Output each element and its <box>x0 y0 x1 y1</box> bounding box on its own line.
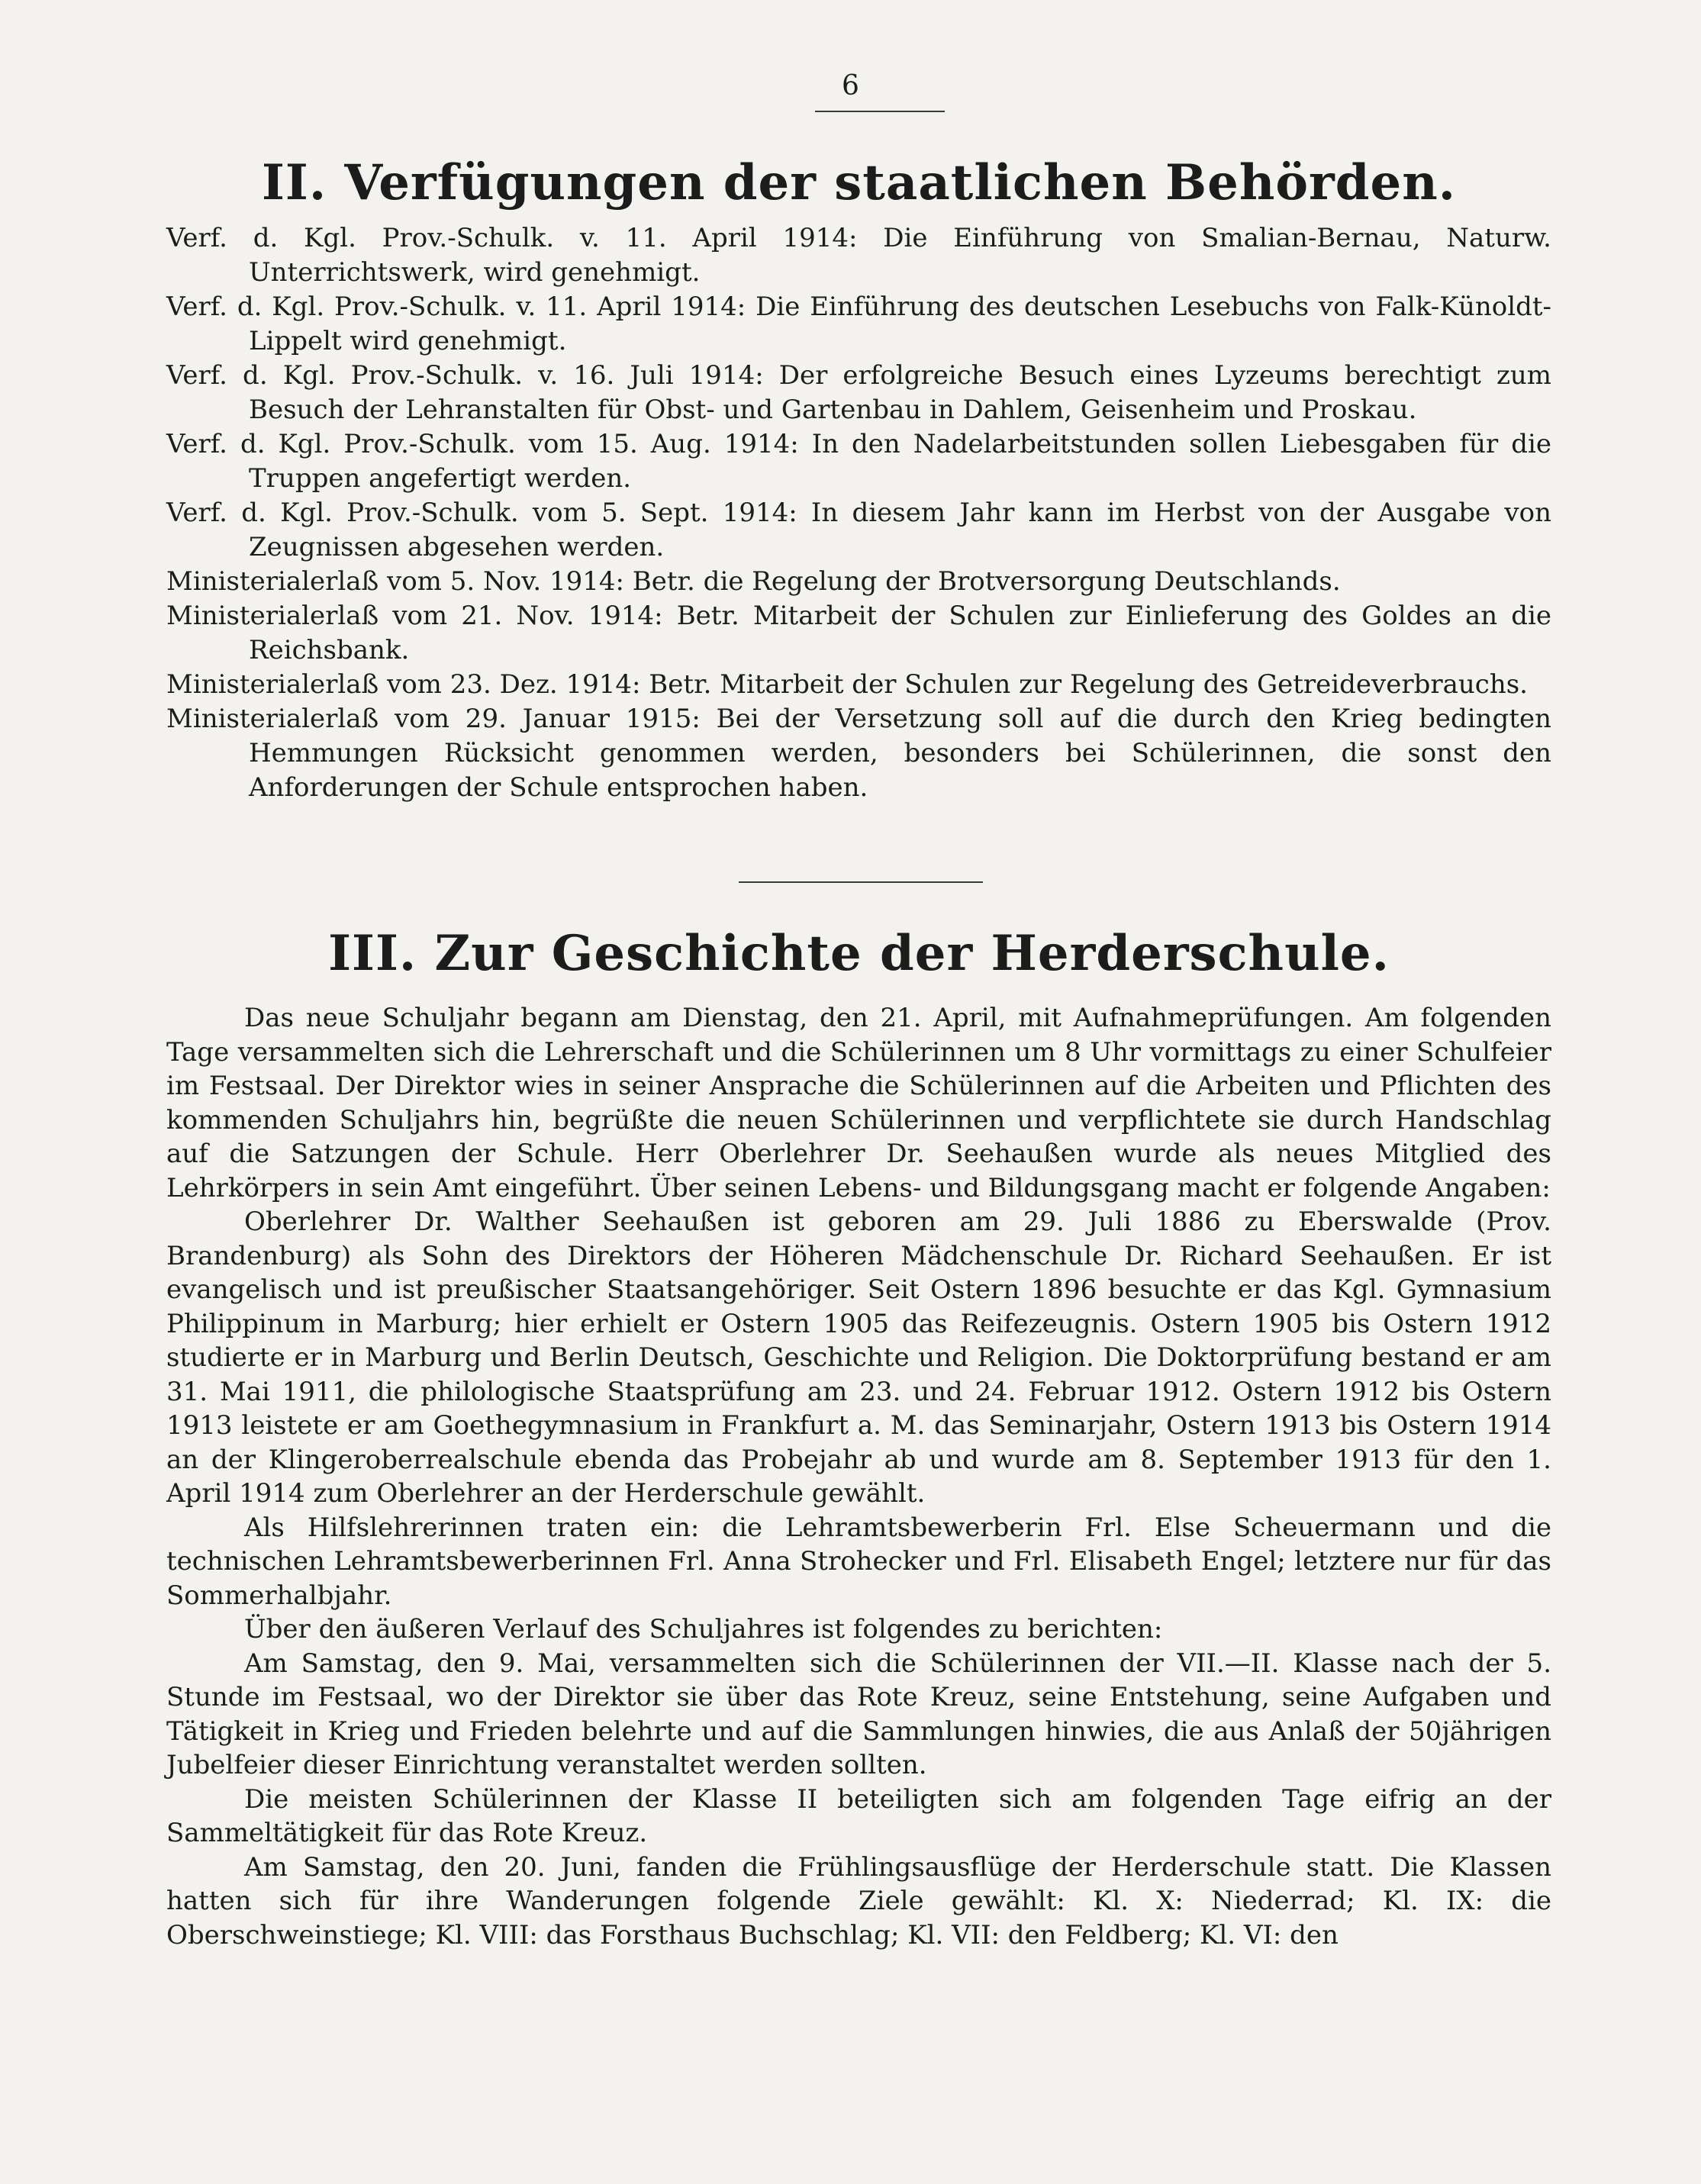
paragraph: Am Samstag, den 9. Mai, versammelten sich die Schülerinnen der VII.—II. Klasse nach der 5. Stunde im Festsaal, wo der Direktor sie über das Rote Kreuz, seine Entstehung, seine Aufgaben und Tätigkeit in Krieg und Frieden belehrte und auf die Sammlungen hinwies, die aus Anlaß der 50jährigen Jubelfeier dieser Einrichtung veranstaltet werden sollten. <box>166 1648 1551 1780</box>
paragraph: Das neue Schuljahr begann am Dienstag, den 21. April, mit Aufnahmeprüfungen. Am folgenden Tage versammelten sich die Lehrerschaft und die Schülerinnen um 8 Uhr vormittags zu einer Schulfeier im Festsaal. Der Direktor wies in seiner Ansprache die Schülerinnen auf die Arbeiten und Pflichten des kommenden Schuljahrs hin, begrüßte die neuen Schülerinnen und verpflichtete sie durch Handschlag auf die Satzungen der Schule. Herr Oberlehrer Dr. Seehaußen wurde als neues Mitglied des Lehrkörpers in sein Amt eingeführt. Über seinen Lebens- und Bildungsgang macht er folgende Angaben: <box>166 1003 1551 1203</box>
paragraph: Die meisten Schülerinnen der Klasse II beteiligten sich am folgenden Tage eifrig an der Sammeltätigkeit für das Rote Kreuz. <box>166 1783 1551 1848</box>
section-divider <box>739 881 983 883</box>
section-2-title: II. Verfügungen der staatlichen Behörden. <box>261 154 1457 211</box>
decree-entry: Verf. d. Kgl. Prov.-Schulk. v. 16. Juli 1914: Der erfolgreiche Besuch eines Lyzeums berechtigt zum Besuch der Lehranstalten für Obst- und Gartenbau in Dahlem, Geisenheim und Proskau. <box>166 360 1551 425</box>
decree-entry: Verf. d. Kgl. Prov.-Schulk. v. 11. April 1914: Die Einführung von Smalian-Bernau, Naturw. Unterrichtswerk, wird genehmigt. <box>166 223 1551 288</box>
decree-entry: Ministerialerlaß vom 23. Dez. 1914: Betr. Mitarbeit der Schulen zur Regelung des Getreideverbrauchs. <box>166 669 1528 700</box>
paragraph: Am Samstag, den 20. Juni, fanden die Frühlingsausflüge der Herderschule statt. Die Klassen hatten sich für ihre Wanderungen folgende Ziele gewählt: Kl. X: Niederrad; Kl. IX: die Oberschweinstiege; Kl. VIII: das Forsthaus Buchschlag; Kl. VII: den Feldberg; Kl. VI: den <box>166 1851 1551 1950</box>
decree-entry: Ministerialerlaß vom 5. Nov. 1914: Betr. die Regelung der Brotversorgung Deutschlands. <box>166 566 1341 597</box>
paragraph: Als Hilfslehrerinnen traten ein: die Lehramtsbewerberin Frl. Else Scheuermann und die technischen Lehramtsbewerberinnen Frl. Anna Strohecker und Frl. Elisabeth Engel; letztere nur für das Sommerhalbjahr. <box>166 1512 1551 1611</box>
history-text <box>166 1001 1551 1952</box>
decree-entry: Verf. d. Kgl. Prov.-Schulk. v. 11. April 1914: Die Einführung des deutschen Lesebuchs von Falk-Künoldt-Lippelt wird genehmigt. <box>166 292 1551 356</box>
paragraph: Oberlehrer Dr. Walther Seehaußen ist geboren am 29. Juli 1886 zu Eberswalde (Prov. Brandenburg) als Sohn des Direktors der Höheren Mädchenschule Dr. Richard Seehaußen. Er ist evangelisch und ist preußischer Staatsangehöriger. Seit Ostern 1896 besuchte er das Kgl. Gymnasium Philippinum in Marburg; hier erhielt er Ostern 1905 das Reifezeugnis. Ostern 1905 bis Ostern 1912 studierte er in Marburg und Berlin Deutsch, Geschichte und Religion. Die Doktorprüfung bestand er am 31. Mai 1911, die philologische Staatsprüfung am 23. und 24. Februar 1912. Ostern 1912 bis Ostern 1913 leistete er am Goethegymnasium in Frankfurt a. M. das Seminarjahr, Ostern 1913 bis Ostern 1914 an der Klingeroberrealschule ebenda das Probejahr ab und wurde am 8. September 1913 für den 1. April 1914 zum Oberlehrer an der Herderschule gewählt. <box>166 1206 1551 1509</box>
decrees-list <box>166 221 1551 805</box>
paragraph: Über den äußeren Verlauf des Schuljahres ist folgendes zu berichten: <box>244 1614 1163 1644</box>
decree-entry: Ministerialerlaß vom 29. Januar 1915: Bei der Versetzung soll auf die durch den Krieg bedingten Hemmungen Rücksicht genommen werden, besonders bei Schülerinnen, die sonst den Anforderungen der Schule entsprochen haben. <box>166 704 1551 803</box>
section-3-title: III. Zur Geschichte der Herderschule. <box>328 925 1390 982</box>
decree-entry: Ministerialerlaß vom 21. Nov. 1914: Betr. Mitarbeit der Schulen zur Einlieferung des Goldes an die Reichsbank. <box>166 601 1551 665</box>
page-number: 6 <box>842 70 859 101</box>
decree-entry: Verf. d. Kgl. Prov.-Schulk. vom 5. Sept. 1914: In diesem Jahr kann im Herbst von der Ausgabe von Zeugnissen abgesehen werden. <box>166 498 1551 562</box>
top-divider <box>815 111 945 112</box>
decree-entry: Verf. d. Kgl. Prov.-Schulk. vom 15. Aug. 1914: In den Nadelarbeitstunden sollen Liebesgaben für die Truppen angefertigt werden. <box>166 429 1551 494</box>
